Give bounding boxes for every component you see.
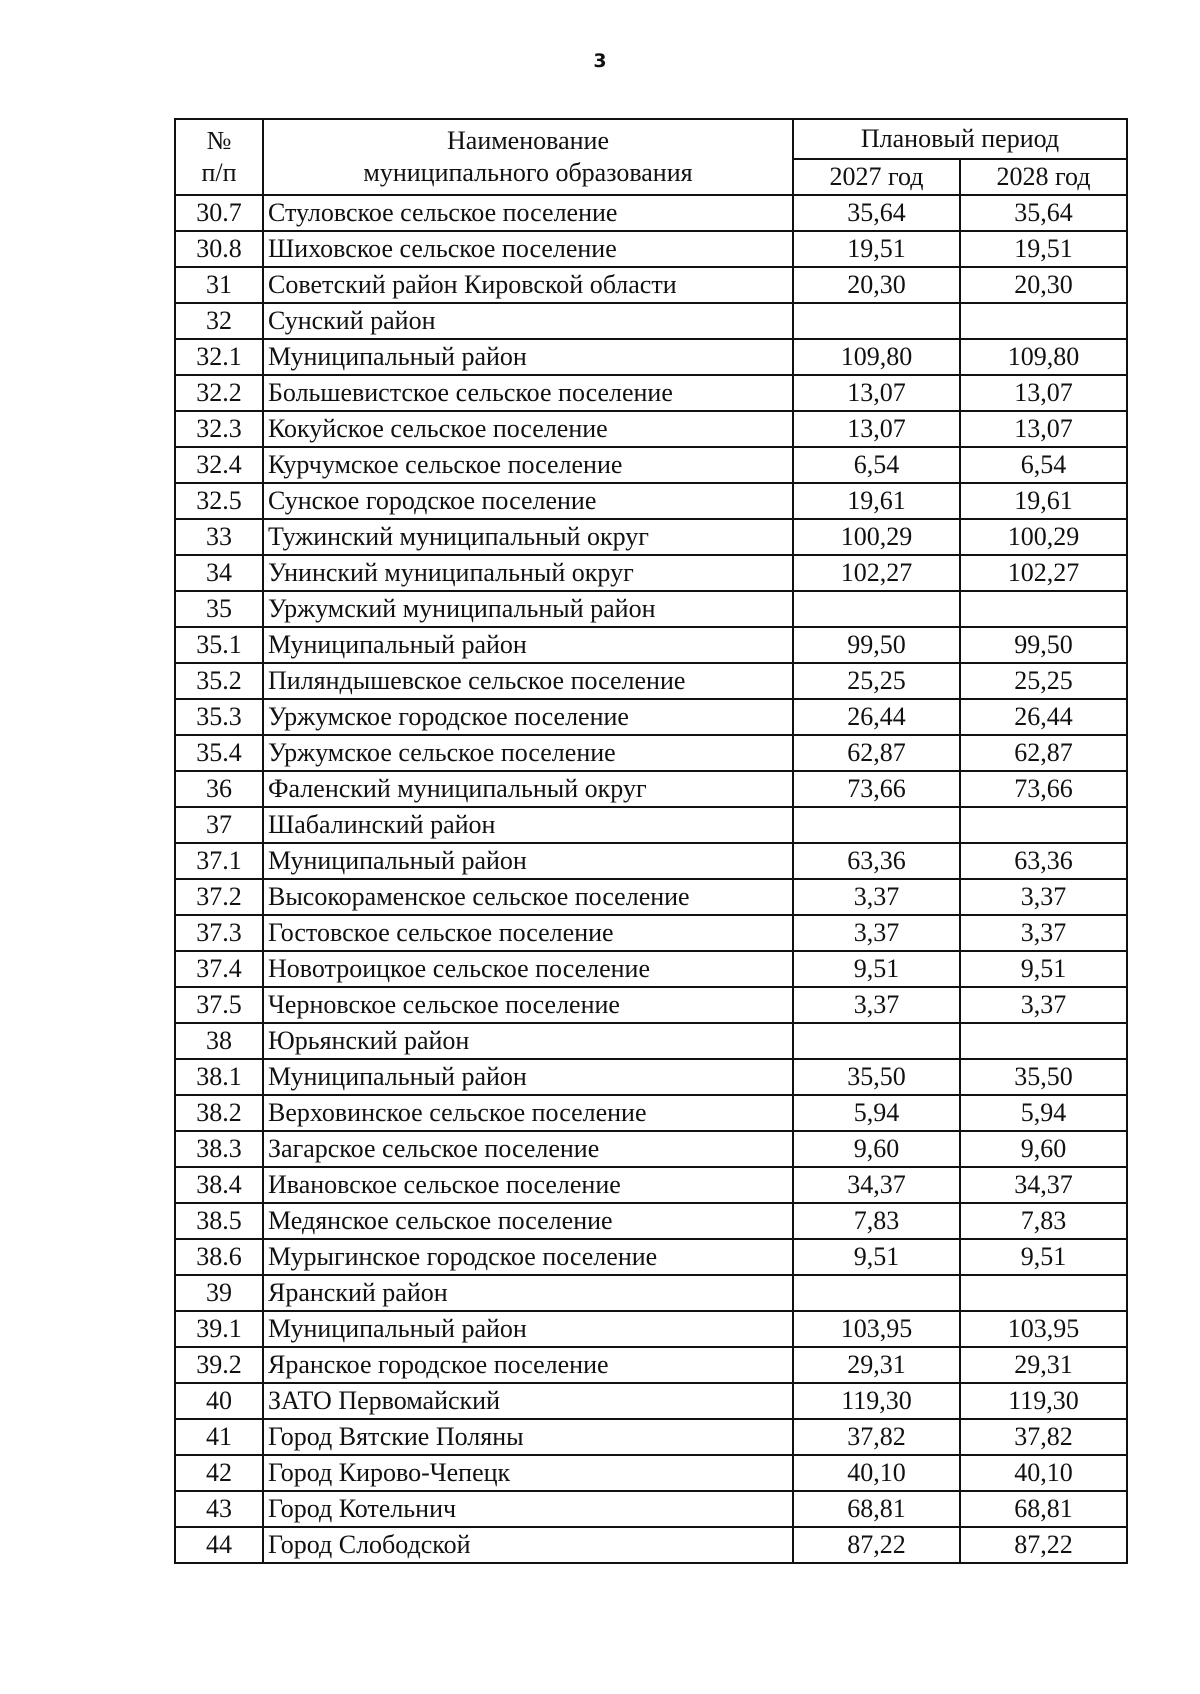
header-name [263,119,793,195]
value-2028-cell: 40,10 [960,1455,1127,1491]
value-2027-cell: 68,81 [793,1491,960,1527]
table-row [175,1203,1127,1239]
municipality-name-cell: Муниципальный район [263,843,793,879]
table-row [175,1527,1127,1563]
header-year-2028: 2028 год [960,159,1127,195]
municipality-name-cell: Загарское сельское поселение [263,1131,793,1167]
value-2028-cell: 73,66 [960,771,1127,807]
value-2027-cell: 109,80 [793,339,960,375]
value-2027-cell [793,591,960,627]
municipality-name-cell: Высокораменское сельское поселение [263,879,793,915]
value-2027-cell: 37,82 [793,1419,960,1455]
value-2027-cell: 5,94 [793,1095,960,1131]
value-2027-cell: 119,30 [793,1383,960,1419]
table-row [175,1491,1127,1527]
row-number-cell: 32.1 [175,339,263,375]
value-2027-cell: 100,29 [793,519,960,555]
municipality-name-cell: Уржумское городское поселение [263,699,793,735]
row-number-cell: 32.5 [175,483,263,519]
header-number-symbol: № [206,126,232,155]
value-2027-cell [793,1275,960,1311]
value-2028-cell: 3,37 [960,879,1127,915]
value-2028-cell: 62,87 [960,735,1127,771]
table-row [175,771,1127,807]
table-row [175,555,1127,591]
value-2028-cell: 3,37 [960,915,1127,951]
row-number-cell: 37.3 [175,915,263,951]
row-number-cell: 38.5 [175,1203,263,1239]
value-2027-cell: 34,37 [793,1167,960,1203]
value-2028-cell: 13,07 [960,375,1127,411]
value-2027-cell [793,303,960,339]
row-number-cell: 37 [175,807,263,843]
header-number-abbr: п/п [201,158,237,187]
table-row [175,411,1127,447]
municipality-name-cell: Уржумское сельское поселение [263,735,793,771]
row-number-cell: 37.4 [175,951,263,987]
municipality-name-cell: Яранское городское поселение [263,1347,793,1383]
value-2028-cell: 6,54 [960,447,1127,483]
row-number-cell: 33 [175,519,263,555]
value-2027-cell: 87,22 [793,1527,960,1563]
value-2027-cell: 9,51 [793,951,960,987]
value-2027-cell: 102,27 [793,555,960,591]
row-number-cell: 32.2 [175,375,263,411]
table-row [175,1167,1127,1203]
table-row [175,1023,1127,1059]
municipality-name-cell: Муниципальный район [263,627,793,663]
table-row [175,375,1127,411]
municipality-name-cell: Город Слободской [263,1527,793,1563]
municipality-name-cell: Мурыгинское городское поселение [263,1239,793,1275]
value-2028-cell: 109,80 [960,339,1127,375]
value-2028-cell [960,1275,1127,1311]
value-2028-cell: 102,27 [960,555,1127,591]
row-number-cell: 35.2 [175,663,263,699]
value-2028-cell: 5,94 [960,1095,1127,1131]
value-2027-cell: 99,50 [793,627,960,663]
table-row [175,231,1127,267]
table-row [175,663,1127,699]
table-row [175,807,1127,843]
value-2027-cell: 62,87 [793,735,960,771]
value-2027-cell: 13,07 [793,375,960,411]
value-2027-cell: 19,61 [793,483,960,519]
value-2027-cell: 3,37 [793,879,960,915]
value-2027-cell [793,1023,960,1059]
table-row [175,1419,1127,1455]
row-number-cell: 39.1 [175,1311,263,1347]
row-number-cell: 30.8 [175,231,263,267]
value-2027-cell: 63,36 [793,843,960,879]
row-number-cell: 32.4 [175,447,263,483]
row-number-cell: 38.6 [175,1239,263,1275]
subsidy-table [174,118,1128,1564]
row-number-cell: 36 [175,771,263,807]
municipality-name-cell: Город Вятские Поляны [263,1419,793,1455]
municipality-name-cell: Фаленский муниципальный округ [263,771,793,807]
table-row [175,591,1127,627]
row-number-cell: 42 [175,1455,263,1491]
value-2028-cell: 29,31 [960,1347,1127,1383]
table-row [175,735,1127,771]
row-number-cell: 40 [175,1383,263,1419]
table-row [175,879,1127,915]
row-number-cell: 38.1 [175,1059,263,1095]
row-number-cell: 38.3 [175,1131,263,1167]
row-number-cell: 38.4 [175,1167,263,1203]
value-2028-cell: 35,50 [960,1059,1127,1095]
table-row [175,447,1127,483]
value-2028-cell: 87,22 [960,1527,1127,1563]
table-row [175,1275,1127,1311]
value-2027-cell: 35,64 [793,195,960,231]
table-header [175,119,1127,195]
value-2028-cell: 37,82 [960,1419,1127,1455]
value-2028-cell: 19,51 [960,231,1127,267]
municipality-name-cell: Тужинский муниципальный округ [263,519,793,555]
municipality-name-cell: Уржумский муниципальный район [263,591,793,627]
table-row [175,915,1127,951]
table-row [175,483,1127,519]
header-name-line2: муниципального образования [363,158,693,187]
value-2027-cell: 26,44 [793,699,960,735]
value-2028-cell: 9,60 [960,1131,1127,1167]
table-row [175,1347,1127,1383]
page-number: 3 [593,50,607,72]
municipality-name-cell: Город Кирово-Чепецк [263,1455,793,1491]
value-2027-cell: 29,31 [793,1347,960,1383]
value-2028-cell [960,807,1127,843]
municipality-name-cell: Муниципальный район [263,1311,793,1347]
table-row [175,951,1127,987]
value-2028-cell: 7,83 [960,1203,1127,1239]
value-2027-cell: 7,83 [793,1203,960,1239]
municipality-name-cell: Ивановское сельское поселение [263,1167,793,1203]
header-year-2027: 2027 год [793,159,960,195]
table-row [175,1239,1127,1275]
municipality-name-cell: Кокуйское сельское поселение [263,411,793,447]
row-number-cell: 43 [175,1491,263,1527]
value-2028-cell [960,303,1127,339]
municipality-name-cell: Медянское сельское поселение [263,1203,793,1239]
row-number-cell: 32 [175,303,263,339]
municipality-name-cell: Яранский район [263,1275,793,1311]
municipality-name-cell: Курчумское сельское поселение [263,447,793,483]
municipality-name-cell: Юрьянский район [263,1023,793,1059]
municipality-name-cell: Большевистское сельское поселение [263,375,793,411]
row-number-cell: 41 [175,1419,263,1455]
table-row [175,1059,1127,1095]
row-number-cell: 35 [175,591,263,627]
value-2028-cell: 19,61 [960,483,1127,519]
row-number-cell: 35.1 [175,627,263,663]
table-row [175,1383,1127,1419]
header-planning-period: Плановый период [793,119,1127,159]
row-number-cell: 35.3 [175,699,263,735]
value-2028-cell: 34,37 [960,1167,1127,1203]
row-number-cell: 30.7 [175,195,263,231]
row-number-cell: 34 [175,555,263,591]
value-2027-cell: 20,30 [793,267,960,303]
table-body [175,195,1127,1563]
value-2027-cell: 3,37 [793,915,960,951]
value-2028-cell: 3,37 [960,987,1127,1023]
value-2028-cell [960,591,1127,627]
value-2028-cell: 119,30 [960,1383,1127,1419]
municipality-name-cell: Пиляндышевское сельское поселение [263,663,793,699]
value-2028-cell: 103,95 [960,1311,1127,1347]
value-2027-cell: 6,54 [793,447,960,483]
row-number-cell: 37.1 [175,843,263,879]
row-number-cell: 38.2 [175,1095,263,1131]
municipality-name-cell: Шабалинский район [263,807,793,843]
municipality-name-cell: ЗАТО Первомайский [263,1383,793,1419]
row-number-cell: 39 [175,1275,263,1311]
table-row [175,1311,1127,1347]
value-2028-cell: 13,07 [960,411,1127,447]
value-2028-cell: 25,25 [960,663,1127,699]
municipality-name-cell: Стуловское сельское поселение [263,195,793,231]
value-2028-cell: 26,44 [960,699,1127,735]
value-2027-cell: 13,07 [793,411,960,447]
municipality-name-cell: Шиховское сельское поселение [263,231,793,267]
table-row [175,1131,1127,1167]
value-2028-cell: 35,64 [960,195,1127,231]
table-row [175,339,1127,375]
row-number-cell: 38 [175,1023,263,1059]
row-number-cell: 39.2 [175,1347,263,1383]
value-2027-cell: 9,60 [793,1131,960,1167]
value-2027-cell: 103,95 [793,1311,960,1347]
municipality-name-cell: Новотроицкое сельское поселение [263,951,793,987]
table-row [175,627,1127,663]
table-row [175,303,1127,339]
municipality-name-cell: Верховинское сельское поселение [263,1095,793,1131]
value-2027-cell [793,807,960,843]
table-row [175,267,1127,303]
value-2028-cell: 9,51 [960,1239,1127,1275]
row-number-cell: 32.3 [175,411,263,447]
value-2028-cell: 9,51 [960,951,1127,987]
table-row [175,699,1127,735]
row-number-cell: 37.2 [175,879,263,915]
value-2028-cell [960,1023,1127,1059]
municipality-name-cell: Черновское сельское поселение [263,987,793,1023]
value-2027-cell: 25,25 [793,663,960,699]
row-number-cell: 37.5 [175,987,263,1023]
value-2028-cell: 20,30 [960,267,1127,303]
municipality-name-cell: Гостовское сельское поселение [263,915,793,951]
value-2027-cell: 3,37 [793,987,960,1023]
row-number-cell: 44 [175,1527,263,1563]
value-2028-cell: 100,29 [960,519,1127,555]
municipality-name-cell: Советский район Кировской области [263,267,793,303]
row-number-cell: 31 [175,267,263,303]
table-row [175,843,1127,879]
table-row [175,987,1127,1023]
municipality-name-cell: Муниципальный район [263,339,793,375]
municipality-name-cell: Сунское городское поселение [263,483,793,519]
value-2028-cell: 63,36 [960,843,1127,879]
municipality-name-cell: Город Котельнич [263,1491,793,1527]
value-2028-cell: 99,50 [960,627,1127,663]
municipality-name-cell: Унинский муниципальный округ [263,555,793,591]
value-2027-cell: 19,51 [793,231,960,267]
table-row [175,1095,1127,1131]
row-number-cell: 35.4 [175,735,263,771]
value-2027-cell: 9,51 [793,1239,960,1275]
municipality-name-cell: Муниципальный район [263,1059,793,1095]
header-name-line1: Наименование [447,126,609,155]
header-number [175,119,263,195]
table-row [175,1455,1127,1491]
value-2027-cell: 73,66 [793,771,960,807]
table-row [175,519,1127,555]
table-row [175,195,1127,231]
municipality-name-cell: Сунский район [263,303,793,339]
value-2028-cell: 68,81 [960,1491,1127,1527]
value-2027-cell: 35,50 [793,1059,960,1095]
value-2027-cell: 40,10 [793,1455,960,1491]
